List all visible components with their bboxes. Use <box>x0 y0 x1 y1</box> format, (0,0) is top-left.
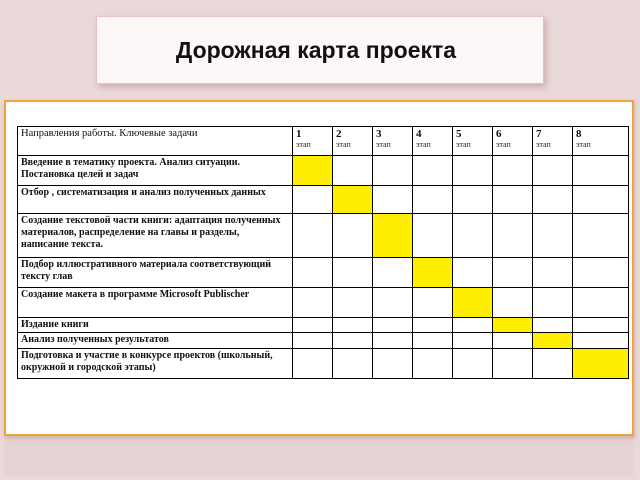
stage-label: этап <box>416 140 431 149</box>
table-row <box>18 288 629 318</box>
stage-empty-cell <box>573 288 629 318</box>
stage-empty-cell <box>533 214 573 258</box>
stage-fill-cell <box>573 349 629 379</box>
stage-empty-cell <box>453 318 493 333</box>
stage-empty-cell <box>293 333 333 349</box>
task-cell: Введение в тематику проекта. Анализ ситуации. Постановка целей и задач <box>18 156 293 186</box>
stage-empty-cell <box>333 349 373 379</box>
stage-empty-cell <box>413 186 453 214</box>
task-cell: Создание текстовой части книги: адаптация полученных материалов, распределение на главы и разделы, написание текста. <box>18 214 293 258</box>
stage-fill-cell <box>293 156 333 186</box>
stage-empty-cell <box>573 258 629 288</box>
table-row <box>18 349 629 379</box>
header-task-cell: Направления работы. Ключевые задачи <box>18 127 293 156</box>
stage-empty-cell <box>413 333 453 349</box>
stage-empty-cell <box>533 156 573 186</box>
stage-empty-cell <box>533 349 573 379</box>
stage-header-8 <box>573 127 629 156</box>
task-cell: Издание книги <box>18 318 293 333</box>
stage-empty-cell <box>493 288 533 318</box>
stage-empty-cell <box>453 349 493 379</box>
stage-header-7 <box>533 127 573 156</box>
stage-empty-cell <box>493 186 533 214</box>
header-row <box>18 127 629 156</box>
stage-empty-cell <box>373 333 413 349</box>
stage-empty-cell <box>333 288 373 318</box>
table-row <box>18 156 629 186</box>
stage-empty-cell <box>413 214 453 258</box>
stage-number: 8 <box>576 128 582 140</box>
stage-empty-cell <box>573 156 629 186</box>
stage-empty-cell <box>333 214 373 258</box>
task-cell: Отбор , систематизация и анализ полученных данных <box>18 186 293 214</box>
stage-empty-cell <box>293 349 333 379</box>
stage-empty-cell <box>533 186 573 214</box>
table-row <box>18 214 629 258</box>
stage-empty-cell <box>293 214 333 258</box>
stage-empty-cell <box>293 318 333 333</box>
task-cell: Подготовка и участие в конкурсе проектов (школьный, окружной и городской этапы) <box>18 349 293 379</box>
stage-empty-cell <box>373 288 413 318</box>
task-cell: Создание макета в программе Microsoft Publischer <box>18 288 293 318</box>
stage-header-4 <box>413 127 453 156</box>
roadmap-body <box>18 156 629 379</box>
stage-empty-cell <box>573 333 629 349</box>
stage-header-2 <box>333 127 373 156</box>
stage-number: 2 <box>336 128 342 140</box>
roadmap-table <box>17 126 629 379</box>
stage-number: 6 <box>496 128 502 140</box>
table-row <box>18 318 629 333</box>
stage-header-5 <box>453 127 493 156</box>
stage-header-1 <box>293 127 333 156</box>
stage-empty-cell <box>573 318 629 333</box>
stage-fill-cell <box>333 186 373 214</box>
stage-empty-cell <box>373 186 413 214</box>
stage-empty-cell <box>533 288 573 318</box>
stage-empty-cell <box>453 186 493 214</box>
stage-label: этап <box>536 140 551 149</box>
stage-empty-cell <box>453 258 493 288</box>
stage-number: 3 <box>376 128 382 140</box>
stage-label: этап <box>456 140 471 149</box>
stage-empty-cell <box>493 258 533 288</box>
stage-header-6 <box>493 127 533 156</box>
table-row <box>18 333 629 349</box>
stage-empty-cell <box>293 186 333 214</box>
stage-empty-cell <box>413 156 453 186</box>
stage-empty-cell <box>373 318 413 333</box>
stage-empty-cell <box>333 318 373 333</box>
task-cell: Подбор иллюстративного материала соответствующий тексту глав <box>18 258 293 288</box>
stage-empty-cell <box>373 258 413 288</box>
table-row <box>18 186 629 214</box>
stage-empty-cell <box>373 156 413 186</box>
stage-empty-cell <box>293 258 333 288</box>
stage-fill-cell <box>533 333 573 349</box>
stage-number: 4 <box>416 128 422 140</box>
roadmap-sheet <box>4 100 634 436</box>
stage-fill-cell <box>373 214 413 258</box>
stage-empty-cell <box>413 349 453 379</box>
stage-empty-cell <box>373 349 413 379</box>
stage-empty-cell <box>413 288 453 318</box>
stage-empty-cell <box>453 333 493 349</box>
stage-number: 7 <box>536 128 542 140</box>
stage-fill-cell <box>493 318 533 333</box>
stage-empty-cell <box>333 156 373 186</box>
stage-empty-cell <box>533 258 573 288</box>
page-title: Дорожная карта проекта <box>175 36 457 63</box>
stage-empty-cell <box>453 214 493 258</box>
stage-number: 1 <box>296 128 302 140</box>
sheet-bottom-band <box>4 436 634 476</box>
stage-empty-cell <box>413 318 453 333</box>
title-box <box>96 16 544 84</box>
stage-empty-cell <box>573 214 629 258</box>
table-row <box>18 258 629 288</box>
stage-fill-cell <box>453 288 493 318</box>
task-cell: Анализ полученных результатов <box>18 333 293 349</box>
stage-empty-cell <box>493 349 533 379</box>
stage-empty-cell <box>453 156 493 186</box>
stage-empty-cell <box>493 333 533 349</box>
stage-empty-cell <box>293 288 333 318</box>
stage-empty-cell <box>333 333 373 349</box>
stage-empty-cell <box>333 258 373 288</box>
stage-number: 5 <box>456 128 462 140</box>
stage-empty-cell <box>493 156 533 186</box>
stage-label: этап <box>576 140 591 149</box>
stage-empty-cell <box>573 186 629 214</box>
stage-label: этап <box>296 140 311 149</box>
stage-label: этап <box>336 140 351 149</box>
stage-label: этап <box>376 140 391 149</box>
stage-label: этап <box>496 140 511 149</box>
stage-empty-cell <box>533 318 573 333</box>
stage-header-3 <box>373 127 413 156</box>
stage-fill-cell <box>413 258 453 288</box>
stage-empty-cell <box>493 214 533 258</box>
